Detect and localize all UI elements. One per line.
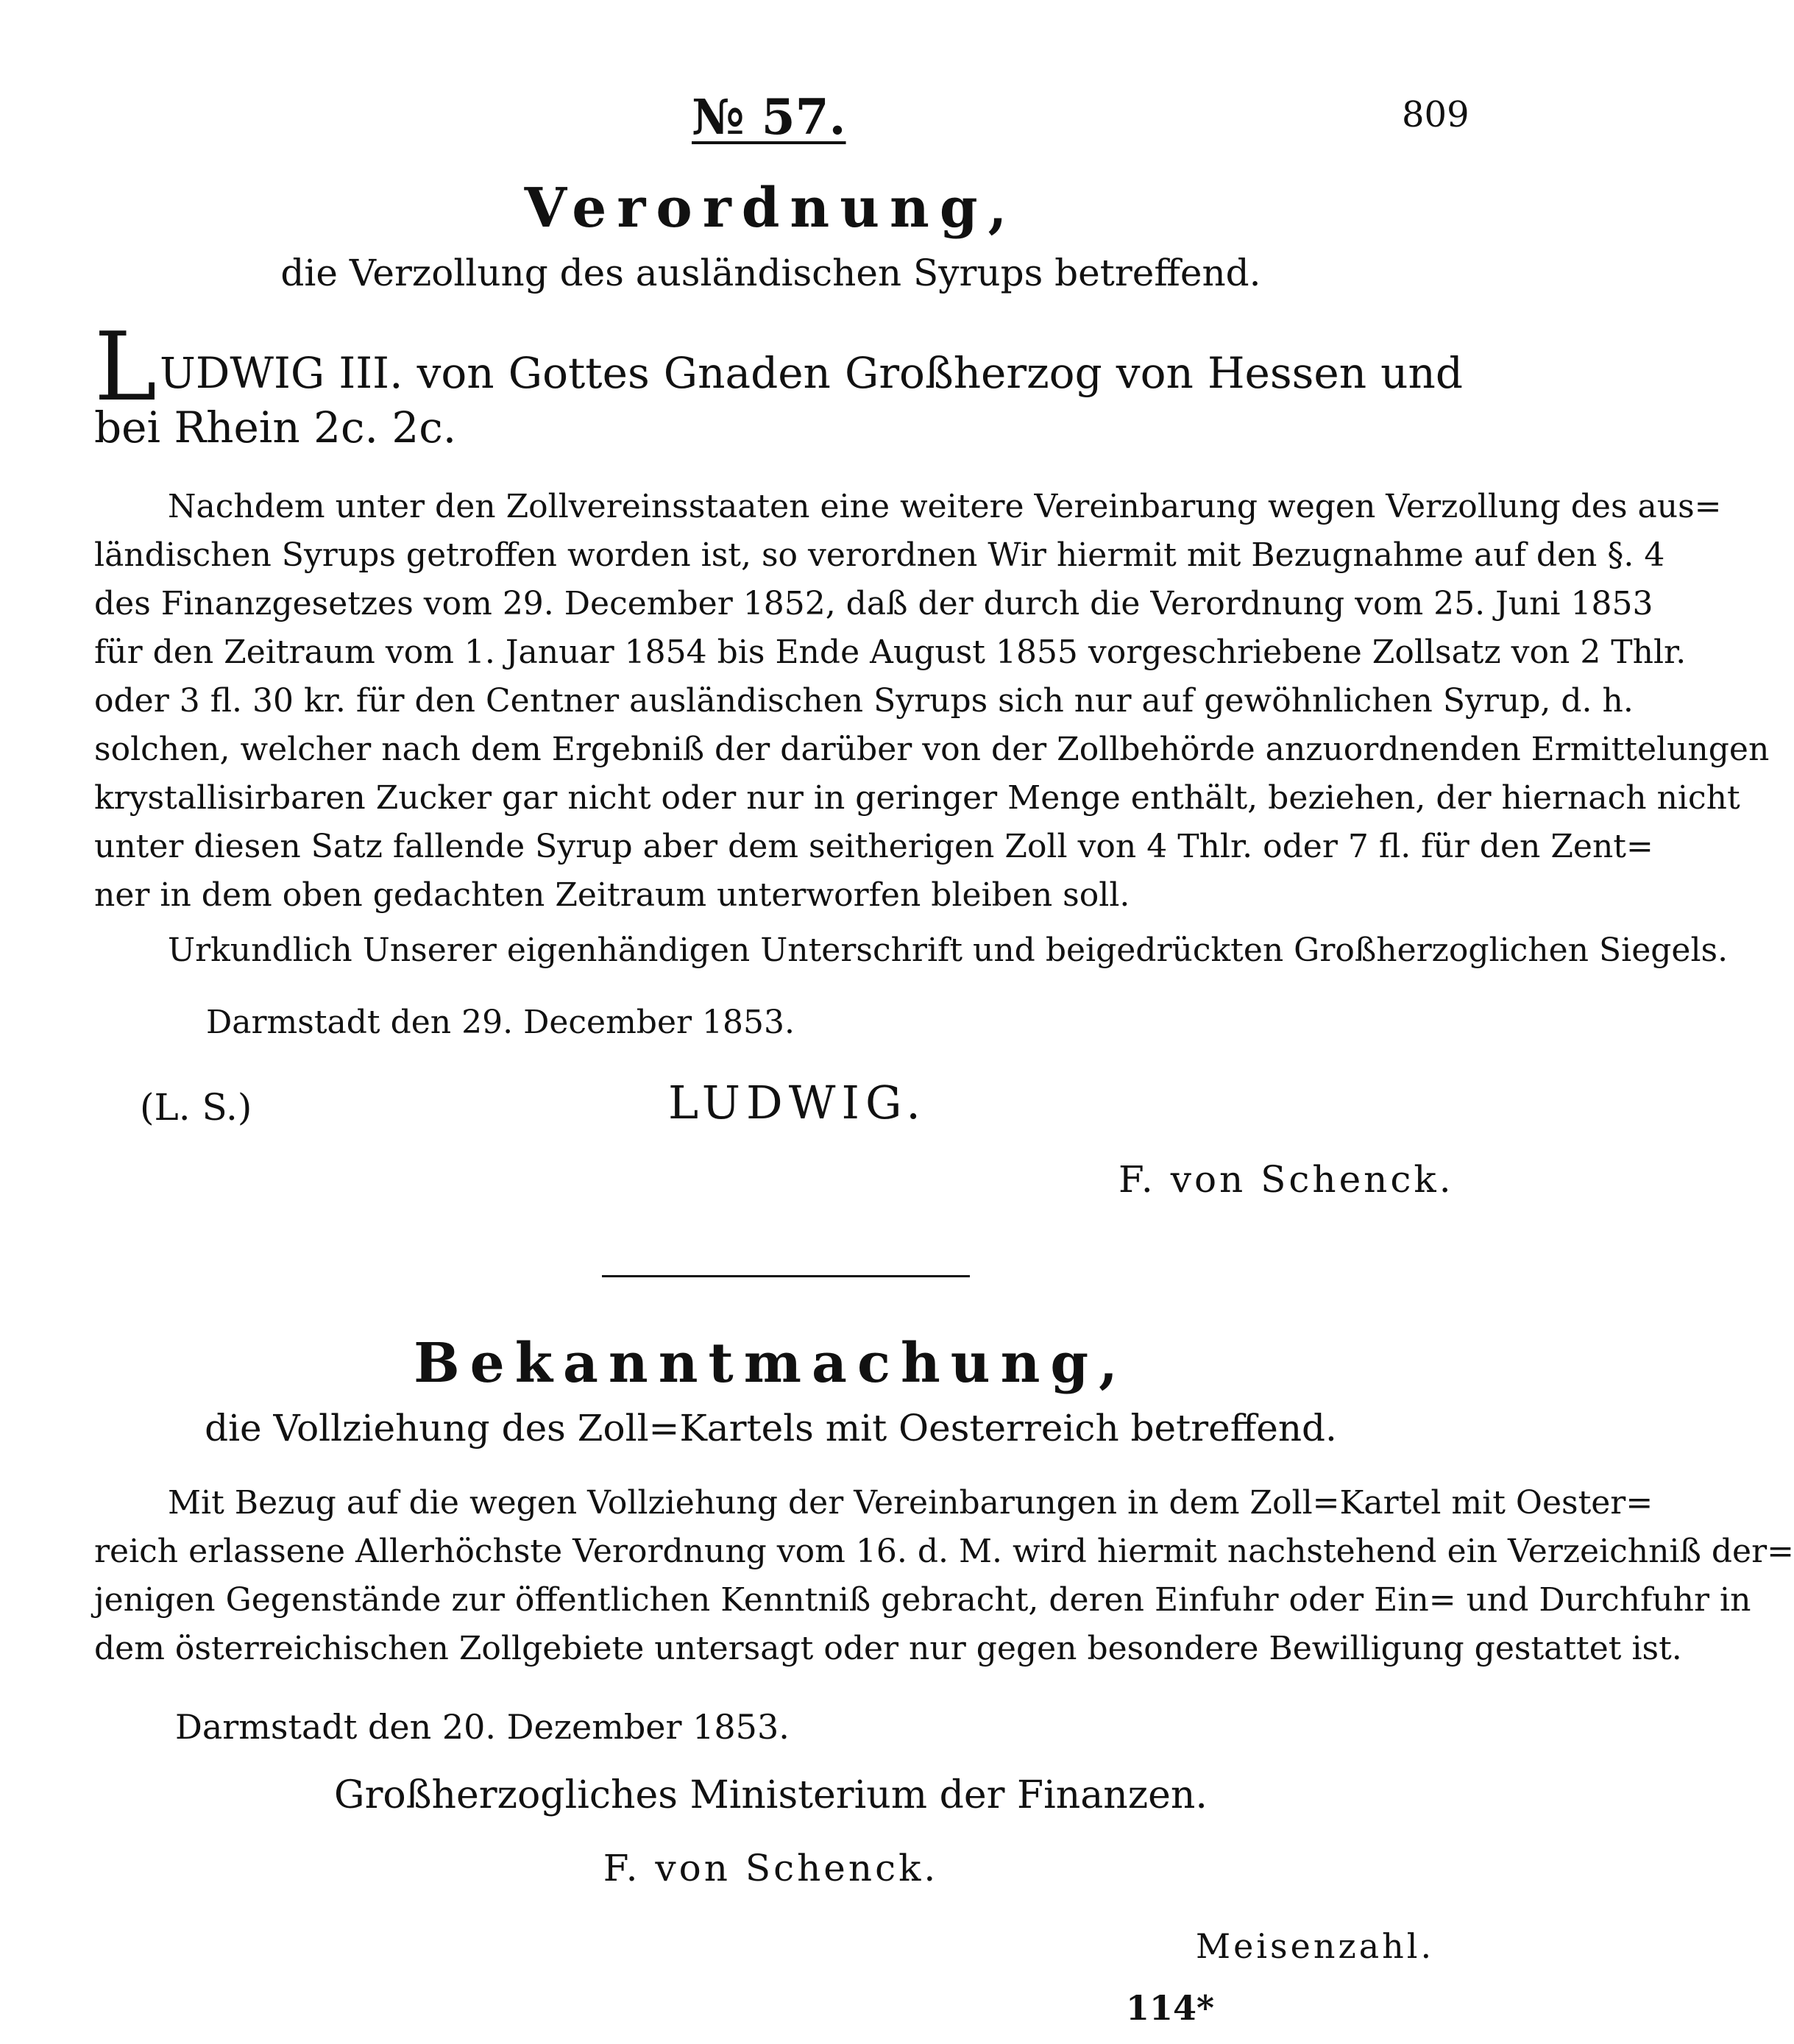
announcement-body	[94, 1479, 1794, 1673]
announcement-signatory: F. von Schenck.	[603, 1847, 939, 1889]
ordinance-body-line: des Finanzgesetzes vom 29. December 1852, daß der durch die Verordnung vom 25. Juni 1853	[94, 585, 1653, 622]
announcement-body-line: dem österreichischen Zollgebiete untersagt oder nur gegen besondere Bewilligung gestattet ist.	[94, 1630, 1682, 1667]
page-number: 809	[1402, 94, 1469, 135]
ordinance-body	[94, 483, 1770, 920]
issuing-authority: Großherzogliches Ministerium der Finanzen.	[334, 1773, 1208, 1817]
ordinance-date: Darmstadt den 29. December 1853.	[206, 1004, 795, 1041]
preamble-line-1	[94, 313, 1463, 422]
sovereign-signature: LUDWIG.	[668, 1076, 926, 1129]
issue-number: № 57.	[692, 88, 846, 146]
announcement-subtitle: die Vollziehung des Zoll=Kartels mit Oesterreich betreffend.	[205, 1407, 1337, 1449]
announcement-title: Bekanntmachung,	[414, 1332, 1128, 1395]
announcement-body-line: Mit Bezug auf die wegen Vollziehung der Vereinbarungen in dem Zoll=Kartel mit Oester=	[168, 1484, 1653, 1522]
seal-mark: (L. S.)	[140, 1086, 252, 1129]
ordinance-body-line: ner in dem oben gedachten Zeitraum unterworfen bleiben soll.	[94, 876, 1130, 914]
ordinance-body-line: solchen, welcher nach dem Ergebniß der darüber von der Zollbehörde anzuordnenden Ermittelungen	[94, 731, 1770, 768]
preamble-line-1-text: UDWIG III. von Gottes Gnaden Großherzog von Hessen und	[160, 348, 1463, 398]
ordinance-body-line: unter diesen Satz fallende Syrup aber dem seitherigen Zoll von 4 Thlr. oder 7 fl. für den Zent=	[94, 828, 1653, 865]
ordinance-countersignature: F. von Schenck.	[1118, 1158, 1454, 1201]
ordinance-closing: Urkundlich Unserer eigenhändigen Unterschrift und beigedrückten Großherzoglichen Siegels.	[168, 931, 1729, 969]
ordinance-body-line: krystallisirbaren Zucker gar nicht oder nur in geringer Menge enthält, beziehen, der hiernach nicht	[94, 779, 1740, 817]
ordinance-body-line: ländischen Syrups getroffen worden ist, so verordnen Wir hiermit mit Bezugnahme auf den §. 4	[94, 536, 1665, 574]
sheet-signature-mark: 114*	[1126, 1988, 1215, 2028]
announcement-body-line: reich erlassene Allerhöchste Verordnung vom 16. d. M. wird hiermit nachstehend ein Verzeichniß der=	[94, 1533, 1794, 1570]
ordinance-body-line: Nachdem unter den Zollvereinsstaaten eine weitere Vereinbarung wegen Verzollung des aus=	[168, 488, 1722, 525]
section-divider	[602, 1275, 970, 1277]
preamble-line-2: bei Rhein 2c. 2c.	[94, 402, 457, 453]
printer-name: Meisenzahl.	[1196, 1926, 1435, 1966]
ordinance-subtitle: die Verzollung des ausländischen Syrups betreffend.	[280, 252, 1261, 294]
ordinance-title: Verordnung,	[524, 177, 1018, 240]
ordinance-body-line: oder 3 fl. 30 kr. für den Centner ausländischen Syrups sich nur auf gewöhnlichen Syrup, d. h.	[94, 682, 1634, 720]
announcement-date: Darmstadt den 20. Dezember 1853.	[175, 1707, 790, 1747]
announcement-body-line: jenigen Gegenstände zur öffentlichen Kenntniß gebracht, deren Einfuhr oder Ein= und Durchfuhr in	[94, 1581, 1751, 1619]
ordinance-body-line: für den Zeitraum vom 1. Januar 1854 bis Ende August 1855 vorgeschriebene Zollsatz von 2 Thlr.	[94, 634, 1687, 671]
preamble-initial: L	[94, 313, 157, 422]
